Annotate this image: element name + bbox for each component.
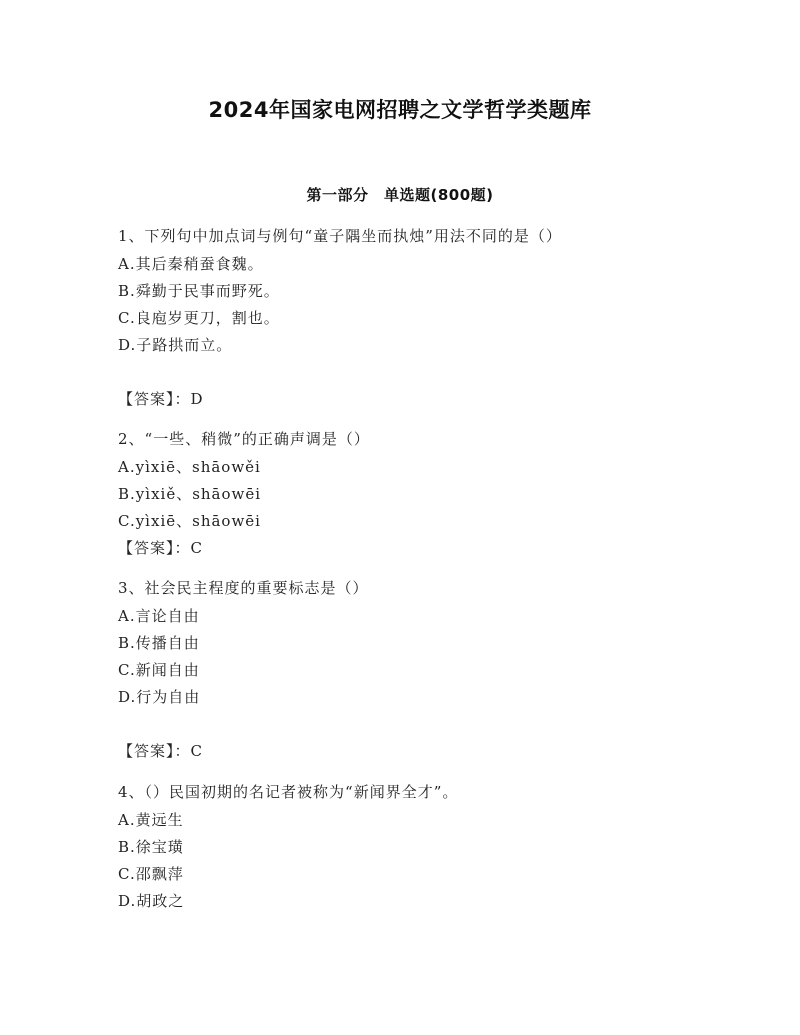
question-4-stem: 4、（）民国初期的名记者被称为“新闻界全才”。 [118, 783, 459, 801]
document-title: 2024年国家电网招聘之文学哲学类题库 [208, 98, 592, 122]
question-1-option-d: D.子路拱而立。 [118, 336, 233, 354]
question-3-answer: 【答案】：C [118, 742, 203, 760]
question-3-option-c: C.新闻自由 [118, 661, 200, 679]
question-2-option-c: C.yìxiē、shāowēi [118, 512, 261, 530]
question-2-option-a: A.yìxiē、shāowěi [118, 458, 261, 476]
question-2-stem: 2、“一些、稍微”的正确声调是（） [118, 430, 370, 448]
question-1-stem: 1、下列句中加点词与例句“童子隅坐而执烛”用法不同的是（） [118, 227, 562, 245]
question-1-option-a: A.其后秦稍蚕食魏。 [118, 255, 264, 273]
question-4-option-c: C.邵飘萍 [118, 865, 184, 883]
question-2-answer: 【答案】：C [118, 539, 203, 557]
question-4-option-b: B.徐宝璜 [118, 838, 184, 856]
question-1-option-b: B.舜勤于民事而野死。 [118, 282, 280, 300]
question-3-option-d: D.行为自由 [118, 688, 201, 706]
question-2-option-b: B.yìxiě、shāowēi [118, 485, 262, 503]
question-3-stem: 3、社会民主程度的重要标志是（） [118, 579, 369, 597]
question-3-option-a: A.言论自由 [118, 607, 200, 625]
section-heading: 第一部分 单选题(800题) [306, 186, 494, 204]
question-4-option-a: A.黄远生 [118, 811, 184, 829]
question-1-option-c: C.良庖岁更刀，割也。 [118, 309, 280, 327]
question-3-option-b: B.传播自由 [118, 634, 200, 652]
question-4-option-d: D.胡政之 [118, 892, 185, 910]
question-1-answer: 【答案】：D [118, 390, 204, 408]
